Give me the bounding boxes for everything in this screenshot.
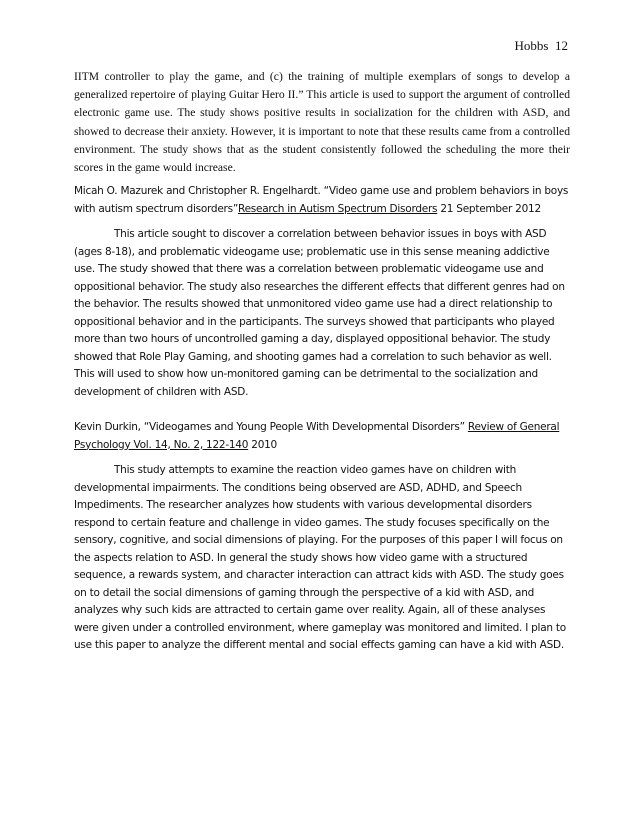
source2-citation-prefix: Kevin Durkin, “Videogames and Young People With Developmental Disorders” [74, 421, 468, 434]
source1-citation-prefix: Micah O. Mazurek and Christopher R. Engelhardt. “Video game use and problem behaviors in boys with autism spectrum disorders” [74, 185, 569, 215]
source1-journal: Research in Autism Spectrum Disorders [238, 202, 438, 215]
header-page-number: 12 [555, 38, 568, 53]
document-body [74, 68, 570, 663]
header-author: Hobbs [514, 38, 549, 53]
source2-citation-suffix: 2010 [248, 438, 277, 451]
source2-journal: Review of General Psychology Vol. 14, No. 2, 122-140 [74, 421, 560, 451]
source2-citation [74, 419, 570, 454]
source2-summary: This study attempts to examine the reaction video games have on children with developmental impairments. The conditions being observed are ASD, ADHD, and Speech Impediments. The researcher analyzes how students with various developmental disorders respond to certain feature and challenge in video games. The study focuses specifically on the sensory, cognitive, and social dimensions of playing. For the purposes of this paper I will focus on the aspects relation to ASD. In general the study shows how video game with a structured sequence, a rewards system, and character interaction can attract kids with ASD. The study goes on to detail the social dimensions of gaming through the perspective of a kid with ASD, and analyzes why such kids are attracted to certain game over reality. Again, all of these analyses were given under a controlled environment, where gameplay was monitored and limited. I plan to use this paper to analyze the different mental and social effects gaming can have a kid with ASD. [74, 464, 566, 652]
source1-citation-suffix: 21 September 2012 [437, 202, 541, 215]
source1-summary: This article sought to discover a correlation between behavior issues in boys with ASD (ages 8-18), and problematic videogame use; problematic use in this sense meaning addictive use. The study showed that there was a correlation between problematic videogame use and oppositional behavior. The study also researches the different effects that different genres had on the behavior. The results showed that unmonitored video game use had a direct relationship to oppositional behavior and in the participants. The surveys showed that participants who played more than two hours of uncontrolled gaming a day, displayed oppositional behavior. The study showed that Role Play Gaming, and shooting games had a correlation to such behavior as well. This will used to show how un-monitored gaming can be detrimental to the socialization and development of children with ASD. [74, 228, 565, 398]
intro-paragraph: IITM controller to play the game, and (c) the training of multiple exemplars of songs to develop a generalized repertoire of playing Guitar Hero II.” This article is used to support the argument of controlled electronic game use. The study shows positive results in socialization for the children with ASD, and showed to decrease their anxiety. However, it is important to note that these results came from a controlled environment. The study shows that as the student consistently followed the scheduling the more their scores in the game would increase. [74, 70, 570, 175]
source1-citation [74, 183, 570, 218]
running-header [515, 38, 568, 54]
